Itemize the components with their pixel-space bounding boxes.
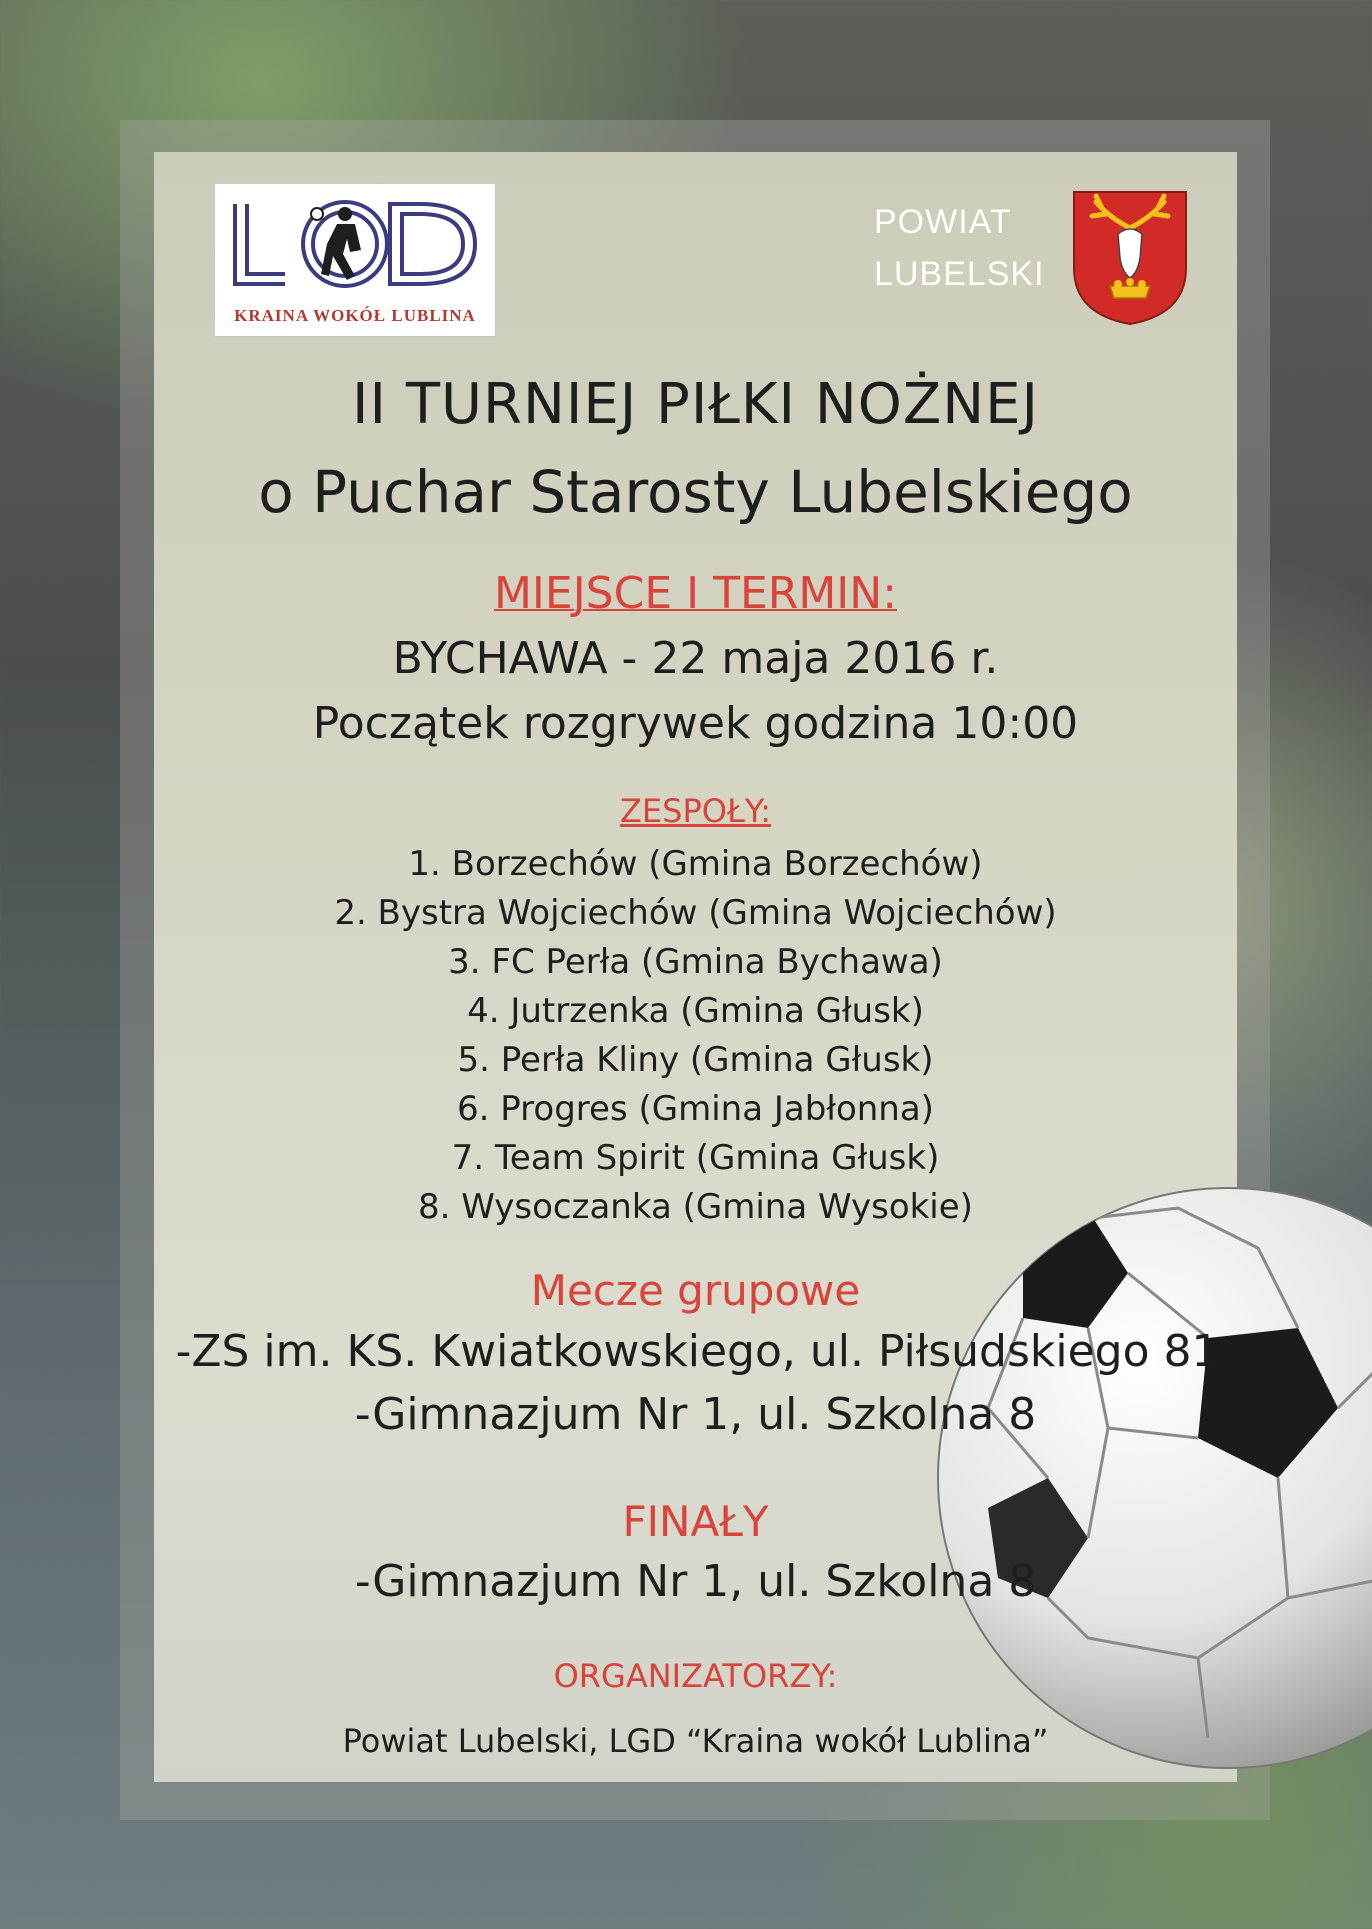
title-line1: II TURNIEJ PIŁKI NOŻNEJ (352, 372, 1039, 437)
teams-heading: ZESPOŁY: (620, 792, 771, 830)
finals-heading: FINAŁY (622, 1497, 769, 1546)
title-line2: o Puchar Starosty Lubelskiego (258, 458, 1133, 526)
lgd-logo (214, 183, 496, 337)
lgd-footballer-logo-icon (215, 184, 495, 309)
group-matches-heading: Mecze grupowe (530, 1266, 861, 1315)
organizers-text: Powiat Lubelski, LGD “Kraina wokół Lublina” (342, 1722, 1049, 1760)
powiat-line1: POWIAT (874, 203, 1012, 241)
team-item: 8. Wysoczanka (Gmina Wysokie) (418, 1187, 973, 1227)
team-item: 7. Team Spirit (Gmina Głusk) (451, 1138, 940, 1178)
team-item: 2. Bystra Wojciechów (Gmina Wojciechów) (334, 893, 1057, 933)
lgd-caption: KRAINA WOKÓŁ LUBLINA (234, 306, 476, 325)
finals-venue: -Gimnazjum Nr 1, ul. Szkolna 8 (354, 1556, 1037, 1607)
powiat-label (874, 196, 1054, 300)
powiat-coat-of-arms-icon (1070, 188, 1190, 328)
group-venue-2: -Gimnazjum Nr 1, ul. Szkolna 8 (354, 1389, 1037, 1440)
team-item: 6. Progres (Gmina Jabłonna) (457, 1089, 934, 1129)
powiat-line2: LUBELSKI (874, 255, 1045, 293)
venue-date: BYCHAWA - 22 maja 2016 r. (392, 633, 999, 684)
team-item: 4. Jutrzenka (Gmina Głusk) (467, 991, 924, 1031)
venue-time: Początek rozgrywek godzina 10:00 (312, 698, 1079, 749)
group-venue-1: -ZS im. KS. Kwiatkowskiego, ul. Piłsudskiego 81 (175, 1326, 1220, 1377)
team-item: 5. Perła Kliny (Gmina Głusk) (457, 1040, 934, 1080)
venue-heading: MIEJSCE I TERMIN: (493, 568, 898, 619)
team-item: 3. FC Perła (Gmina Bychawa) (448, 942, 943, 982)
teams-list (154, 840, 1237, 1232)
team-item: 1. Borzechów (Gmina Borzechów) (408, 844, 983, 884)
organizers-heading: ORGANIZATORZY: (553, 1657, 838, 1695)
